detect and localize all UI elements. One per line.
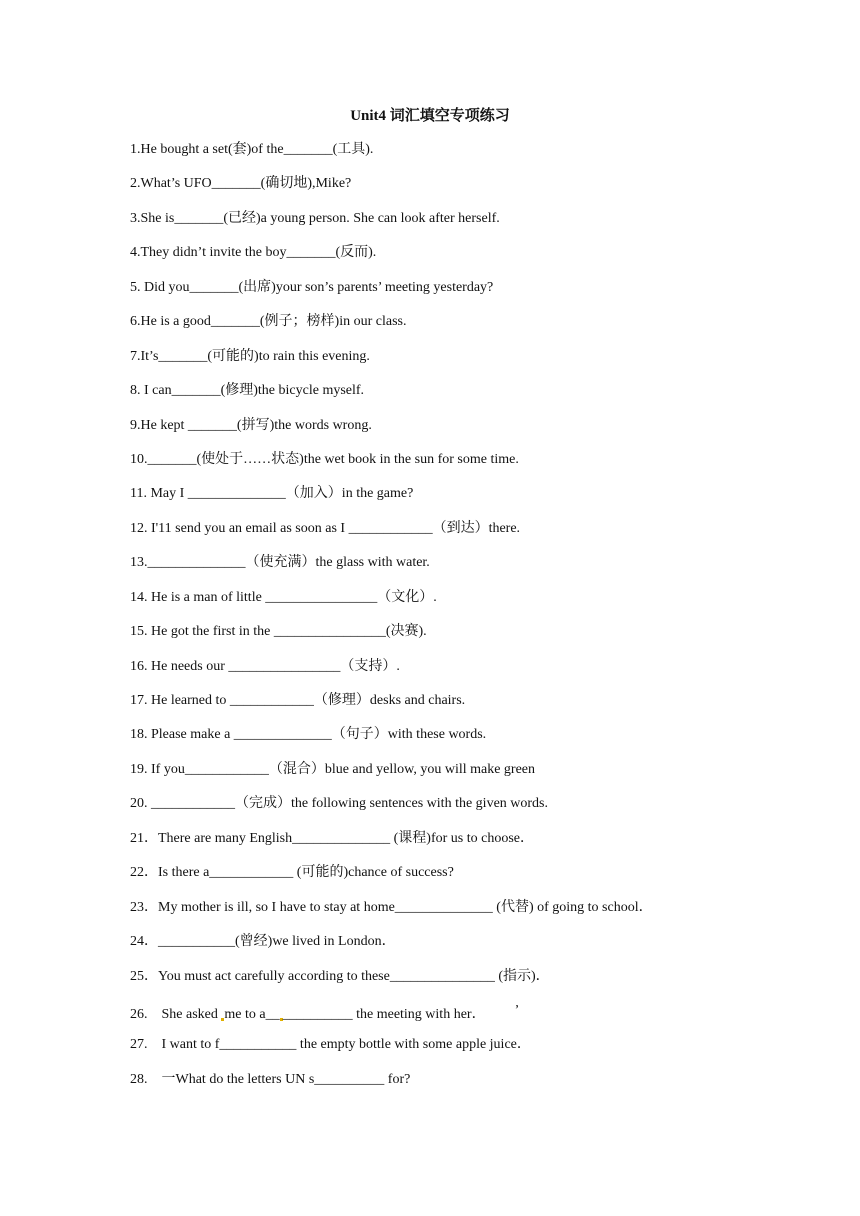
- exercise-26-mid2: __________ the meeting with her．: [282, 1006, 479, 1022]
- exercise-item-26: [130, 1001, 830, 1035]
- exercise-item: 5. Did you_______(出席)your son’s parents’ meeting yesterday?: [130, 279, 494, 295]
- exercise-item: 25．You must act carefully according to these_______________ (指示)．: [130, 968, 550, 984]
- exercise-item: 20. ____________（完成）the following sentences with the given words.: [130, 796, 549, 812]
- exercise-item: 10._______(使处于……状态)the wet book in the sun for some time.: [130, 451, 519, 467]
- exercise-item: 7.It’s_______(可能的)to rain this evening.: [130, 348, 370, 364]
- exercise-list: [130, 140, 830, 1104]
- exercise-item: 27. I want to f___________ the empty bottle with some apple juice．: [130, 1037, 531, 1053]
- exercise-item: 16. He needs our ________________（支持）.: [130, 658, 400, 674]
- exercise-item: 9.He kept _______(拼写)the words wrong.: [130, 417, 372, 433]
- exercise-item: 14. He is a man of little ________________（文化）.: [130, 589, 437, 605]
- exercise-item: 23．My mother is ill, so I have to stay at home______________ (代替) of going to school．: [130, 899, 653, 915]
- exercise-item: 6.He is a good_______(例子；榜样)in our class.: [130, 314, 407, 330]
- exercise-item: 15. He got the first in the ________________(决赛).: [130, 624, 427, 640]
- exercise-item: 1.He bought a set(套)of the_______(工具).: [130, 142, 374, 157]
- exercise-item: 18. Please make a ______________（句子）with these words.: [130, 727, 487, 743]
- exercise-item: 22．Is there a____________ (可能的)chance of success?: [130, 865, 454, 881]
- exercise-item: 17. He learned to ____________（修理）desks and chairs.: [130, 693, 466, 708]
- exercise-item: 4.They didn’t invite the boy_______(反而).: [130, 245, 377, 261]
- page-title: Unit4 词汇填空专项练习: [350, 108, 510, 124]
- exercise-item: 13.______________（使充满）the glass with water.: [130, 555, 430, 571]
- exercise-item: 2.What’s UFO_______(确切地),Mike?: [130, 176, 352, 192]
- exercise-item: 3.She is_______(已经)a young person. She can look after herself.: [130, 210, 500, 226]
- exercise-26-start: 26. She asked: [130, 1006, 222, 1022]
- exercise-item: 12. I'11 send you an email as soon as I ____________（到达）there.: [130, 520, 521, 536]
- exercise-item: 8. I can_______(修理)the bicycle myself.: [130, 383, 365, 399]
- exercise-item: 19. If you____________（混合）blue and yellow, you will make green: [130, 761, 536, 777]
- exercise-26-mid1: me to a__: [224, 1006, 280, 1022]
- exercise-item: 21．There are many English______________ (课程)for us to choose．: [130, 830, 534, 846]
- exercise-item: 11. May I ______________（加入）in the game?: [130, 486, 414, 502]
- exercise-item: 28. 一What do the letters UN s__________ for?: [130, 1071, 411, 1087]
- exercise-item: 24．___________(曾经)we lived in London．: [130, 934, 396, 950]
- exercise-26-tail: ’: [514, 1002, 520, 1018]
